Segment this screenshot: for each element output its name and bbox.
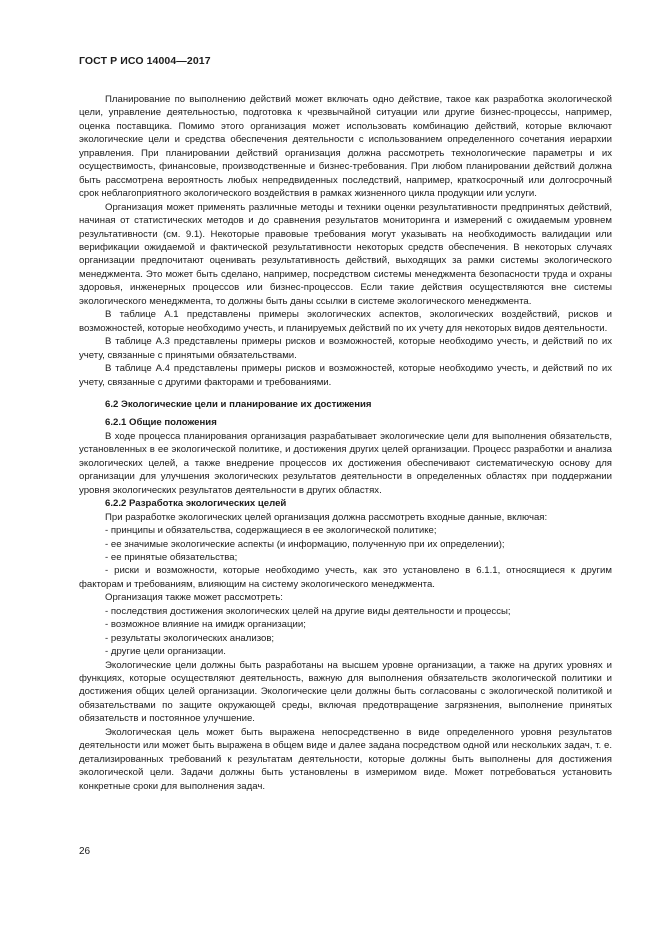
subsection-heading-6-2-1: 6.2.1 Общие положения [105, 417, 217, 429]
paragraph: Организация также может рассмотреть: [105, 592, 283, 604]
list-item: - риски и возможности, которые необходимо учесть, как это установлено в 6.1.1, относящиеся к другим факторам и требованиям, влияющим на систему экологического менеджмента. [79, 565, 612, 590]
paragraph: В ходе процесса планирования организация разрабатывает экологические цели для выполнения обязательств, установленных в ее экологической политике, и достижения других целей организации. Процесс разработки и анализа экологических целей, а также внедрение процессов их достижения обеспечивают систематическую основу для организации для улучшения экологических результатов деятельности в определенных областях при поддержании уровня экологических результатов деятельности в других областях. [79, 430, 612, 496]
list-item: - возможное влияние на имидж организации; [105, 619, 306, 631]
paragraph: Планирование по выполнению действий может включать одно действие, такое как разработка экологической цели, управление деятельностью, подготовка к чрезвычайной ситуации или другие бизнес-процессы, например, оценка поставщика. Помимо этого организация может использовать комбинацию действий, которые включают экологические цели и средства обеспечения деятельности с использованием определенного сочетания иерархии управления. При планировании действий организация должна рассмотреть технологические параметры и их осуществимость, финансовые, производственные и бизнес-требования. При любом планировании действий должна быть рассмотрена вероятность любых непредвиденных последствий, например, краткосрочный или долгосрочный срок неблагоприятного экологического воздействия в рамках жизненного цикла продукции или услуги. [79, 94, 612, 200]
paragraph: При разработке экологических целей организация должна рассмотреть входные данные, включая: [105, 511, 548, 523]
list-item: - последствия достижения экологических целей на другие виды деятельности и процессы; [105, 605, 511, 617]
paragraph: В таблице А.3 представлены примеры рисков и возможностей, которые необходимо учесть, и действий по их учету, связанные с принятыми обязательствами. [79, 336, 612, 361]
page-number: 26 [79, 846, 91, 857]
list-item: - принципы и обязательства, содержащиеся в ее экологической политике; [105, 525, 437, 537]
paragraph: В таблице А.1 представлены примеры экологических аспектов, экологических воздействий, рисков и возможностей, которые необходимо учесть, и планируемых действий по их учету для некоторых видов деятельности. [79, 309, 612, 334]
list-item: - результаты экологических анализов; [105, 632, 275, 644]
paragraph: В таблице А.4 представлены примеры рисков и возможностей, которые необходимо учесть, и действий по их учету, связанные с другими факторами и требованиями. [79, 363, 612, 388]
document-body [79, 93, 612, 793]
list-item: - другие цели организации. [105, 646, 226, 658]
section-heading-6-2: 6.2 Экологические цели и планирование их достижения [105, 398, 372, 410]
subsection-heading-6-2-2: 6.2.2 Разработка экологических целей [105, 498, 287, 510]
list-item: - ее значимые экологические аспекты (и информацию, полученную при их определении); [105, 538, 505, 550]
document-header: ГОСТ Р ИСО 14004—2017 [79, 55, 211, 67]
paragraph: Экологическая цель может быть выражена непосредственно в виде определенного уровня результатов деятельности или может быть выражена в общем виде и далее задана посредством одной или нескольких задач, т. е. детализированных требований к результатам деятельности, которые должны быть выполнены для достижения экологической цели. Задачи должны быть установлены в измеримом виде. Может потребоваться установить конкретные сроки для выполнения задач. [79, 726, 612, 792]
paragraph: Организация может применять различные методы и техники оценки результативности предпринятых действий, начиная от статистических методов и до сравнения результатов мониторинга и измерений с ожидаемым уровнем результативности (см. 9.1). Некоторые правовые требования могут указывать на необходимость валидации или верификации ожидаемой и фактической результативности некоторых средств обеспечения. В некоторых случаях организации предпочитают оценивать результативность действий, выходящих за рамки системы экологического менеджмента. Это может быть сделано, например, посредством системы менеджмента безопасности труда и охраны здоровья, инженерных процессов или бизнес-процессов. Если такие действия осуществляются вне системы экологического менеджмента, то должны быть даны ссылки в системе экологического менеджмента. [79, 201, 612, 307]
list-item: - ее принятые обязательства; [105, 551, 238, 563]
paragraph: Экологические цели должны быть разработаны на высшем уровне организации, а также на других уровнях и функциях, которые осуществляют деятельность, важную для выполнения обязательств экологической политики и достижения общих целей организации. Экологические цели должны быть согласованы с экологической политикой и обязательствами по защите окружающей среды, включая предотвращение загрязнения, выполнение принятых обязательств и постоянное улучшение. [79, 659, 612, 725]
